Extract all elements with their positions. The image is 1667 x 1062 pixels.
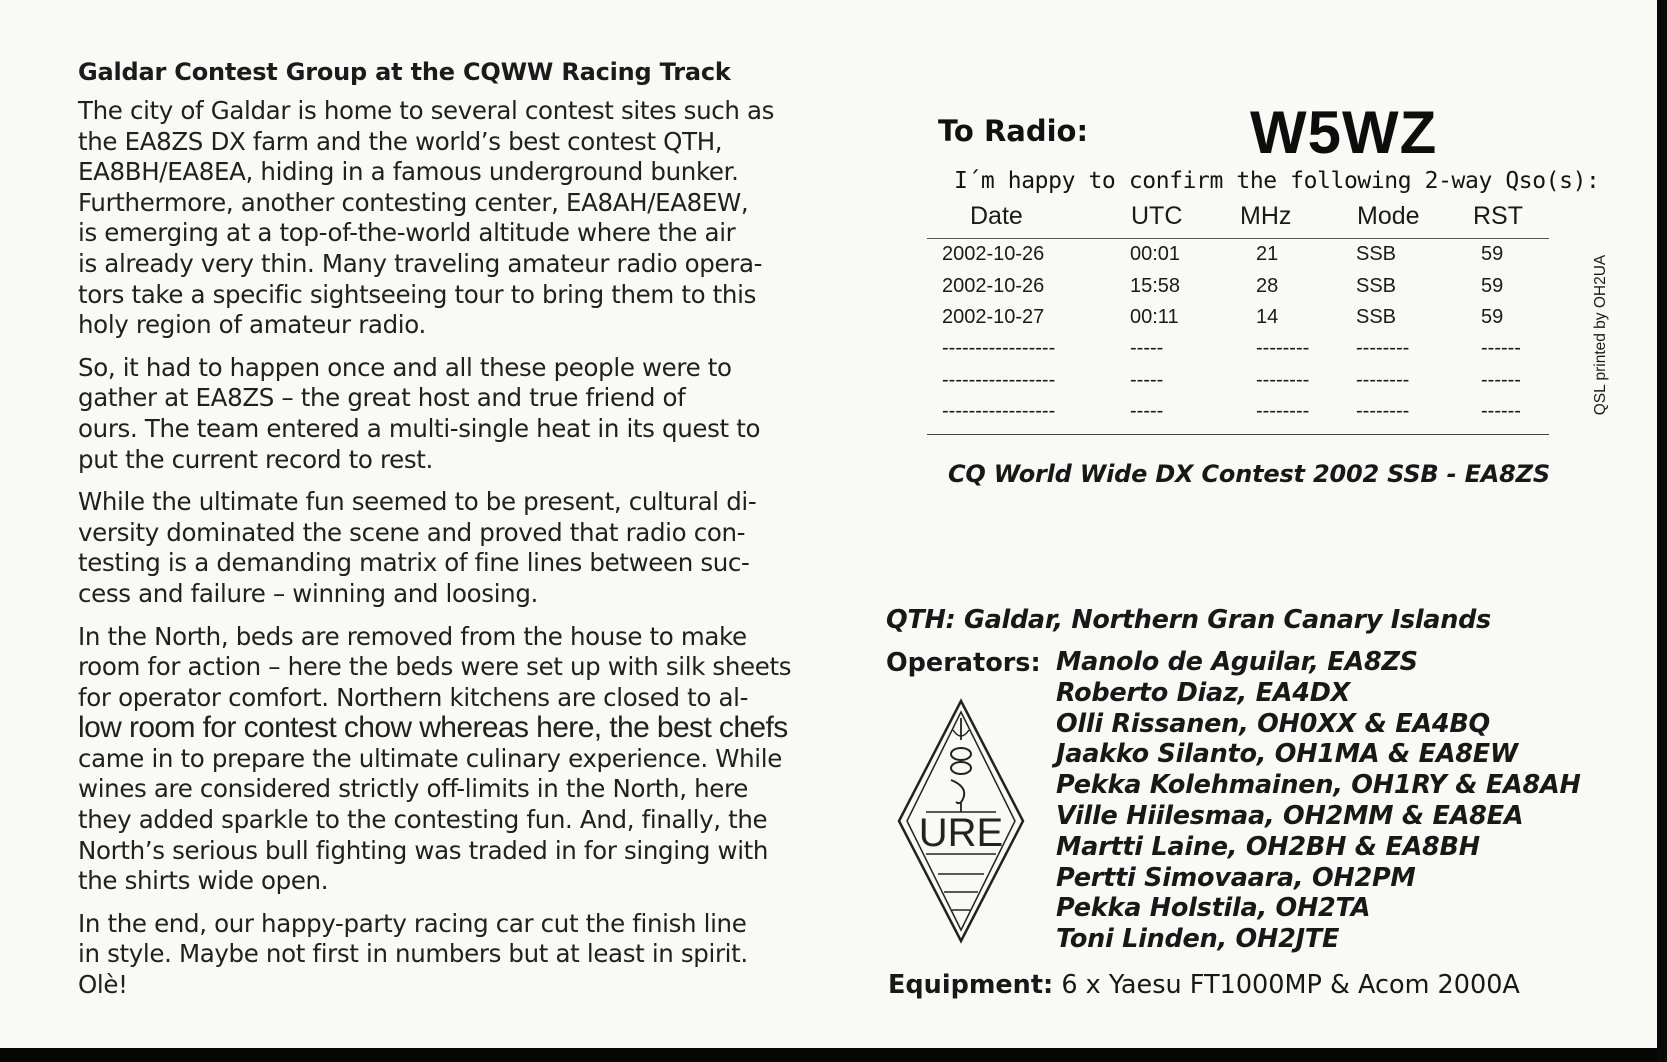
- qso-date: 2002-10-26: [942, 275, 1045, 297]
- qso-utc: 00:11: [1130, 306, 1179, 328]
- qso-mode: SSB: [1356, 306, 1397, 328]
- qso-mode: SSB: [1356, 275, 1397, 297]
- qso-rst: ------: [1481, 337, 1521, 359]
- recipient-callsign: W5WZ: [1250, 99, 1438, 166]
- header-mhz: MHz: [1240, 202, 1292, 230]
- qso-row-empty: [0, 369, 1667, 399]
- qso-mhz: 14: [1256, 306, 1279, 328]
- qso-date: -----------------: [942, 337, 1056, 359]
- story-line: North’s serious bull fighting was traded in for singing with: [78, 835, 769, 865]
- operator-item: Martti Laine, OH2BH & EA8BH: [1056, 831, 1480, 862]
- header-utc: UTC: [1131, 202, 1183, 230]
- qso-rst: ------: [1481, 400, 1521, 422]
- operator-item: Pekka Kolehmainen, OH1RY & EA8AH: [1056, 770, 1581, 801]
- printed-by-note: QSL printed by OH2UA: [1592, 254, 1609, 416]
- qso-rst: 59: [1481, 306, 1504, 328]
- qso-mhz: --------: [1256, 337, 1310, 359]
- qso-mhz: 28: [1256, 275, 1279, 297]
- story-line: room for action – here the beds were set up with silk sheets: [78, 652, 792, 682]
- story-line: is already very thin. Many traveling amateur radio opera-: [78, 248, 763, 278]
- operator-item: Pekka Holstila, OH2TA: [1056, 893, 1371, 924]
- story-line: cess and failure – winning and loosing.: [78, 578, 538, 608]
- operators-label: Operators:: [886, 648, 1041, 678]
- logo-coil-loop: [951, 762, 971, 774]
- qso-date: -----------------: [942, 369, 1056, 391]
- story-line: put the current record to rest.: [78, 444, 433, 474]
- equipment-label: Equipment:: [888, 970, 1054, 1000]
- ure-diamond-logo-icon: [896, 698, 1026, 944]
- story-line: EA8BH/EA8EA, hiding in a famous underground bunker.: [78, 157, 739, 187]
- story-line: versity dominated the scene and proved that radio con-: [78, 517, 746, 547]
- qso-date: -----------------: [942, 400, 1056, 422]
- story-paragraph-3: [78, 487, 854, 609]
- card-edge-bottom: [0, 1048, 1667, 1062]
- card-edge-right: [1657, 0, 1667, 1062]
- story-line: Furthermore, another contesting center, EA8AH/EA8EW,: [78, 187, 749, 217]
- operators-list: [1056, 647, 1581, 955]
- story-line: the shirts wide open.: [78, 866, 329, 896]
- story-line: Olè!: [78, 970, 128, 1000]
- operator-item: Pertti Simovaara, OH2PM: [1056, 862, 1416, 893]
- operator-item: Ville Hiilesmaa, OH2MM & EA8EA: [1056, 800, 1524, 831]
- qth-line: QTH: Galdar, Northern Gran Canary Islands: [886, 605, 1491, 635]
- qso-mode: --------: [1356, 337, 1410, 359]
- table-rule-top: [927, 238, 1549, 239]
- story-line: While the ultimate fun seemed to be present, cultural di-: [78, 487, 757, 517]
- to-radio-label: To Radio:: [938, 114, 1089, 148]
- logo-text: URE: [918, 811, 1004, 855]
- operator-item: Jaakko Silanto, OH1MA & EA8EW: [1056, 739, 1518, 770]
- qso-mode: --------: [1356, 369, 1410, 391]
- story-title: Galdar Contest Group at the CQWW Racing Track: [78, 58, 731, 86]
- logo-coil-tail: [951, 780, 964, 803]
- contest-name: CQ World Wide DX Contest 2002 SSB - EA8ZS: [948, 460, 1550, 488]
- story-line: low room for contest chow whereas here, the best chefs: [78, 711, 788, 745]
- qso-utc: -----: [1130, 337, 1164, 359]
- operator-item: Olli Rissanen, OH0XX & EA4BQ: [1056, 708, 1490, 739]
- qso-row-empty: [0, 337, 1667, 367]
- operator-item: Toni Linden, OH2JTE: [1056, 924, 1340, 955]
- story-line: In the North, beds are removed from the house to make: [78, 621, 747, 651]
- story-line: The city of Galdar is home to several contest sites such as: [78, 96, 775, 125]
- story-line: ours. The team entered a multi-single heat in its quest to: [78, 413, 761, 443]
- story-column: [78, 58, 854, 1013]
- header-date: Date: [970, 202, 1023, 230]
- story-line: they added sparkle to the contesting fun. And, finally, the: [78, 805, 768, 835]
- qso-rst: ------: [1481, 369, 1521, 391]
- qso-row: [0, 243, 1667, 273]
- qso-date: 2002-10-26: [942, 243, 1045, 265]
- story-line: for operator comfort. Northern kitchens are closed to al-: [78, 682, 749, 712]
- story-paragraph-5: [78, 909, 854, 1001]
- qso-utc: -----: [1130, 400, 1164, 422]
- story-line: testing is a demanding matrix of fine lines between suc-: [78, 548, 750, 578]
- qso-date: 2002-10-27: [942, 306, 1045, 328]
- story-line: in style. Maybe not first in numbers but at least in spirit.: [78, 939, 748, 969]
- equipment-value: 6 x Yaesu FT1000MP & Acom 2000A: [1053, 970, 1520, 1000]
- story-line: In the end, our happy-party racing car cut the finish line: [78, 908, 747, 938]
- story-line: wines are considered strictly off-limits in the North, here: [78, 774, 748, 804]
- story-line: the EA8ZS DX farm and the world’s best contest QTH,: [78, 126, 723, 156]
- confirm-text: I´m happy to confirm the following 2-way Qso(s):: [954, 168, 1600, 194]
- qso-utc: -----: [1130, 369, 1164, 391]
- qso-mode: --------: [1356, 400, 1410, 422]
- story-line: is emerging at a top-of-the-world altitude where the air: [78, 218, 736, 248]
- equipment-line: [888, 970, 1520, 1000]
- story-line: So, it had to happen once and all these people were to: [78, 352, 732, 382]
- qso-row: [0, 275, 1667, 305]
- story-line: came in to prepare the ultimate culinary experience. While: [78, 743, 782, 773]
- header-mode: Mode: [1357, 202, 1420, 230]
- qso-rst: 59: [1481, 243, 1504, 265]
- qso-mode: SSB: [1356, 243, 1397, 265]
- qso-utc: 00:01: [1130, 243, 1181, 265]
- qso-utc: 15:58: [1130, 275, 1181, 297]
- logo-coil-loop: [951, 748, 971, 760]
- qso-mhz: --------: [1256, 400, 1310, 422]
- operator-item: Roberto Diaz, EA4DX: [1056, 677, 1351, 708]
- qso-rst: 59: [1481, 275, 1504, 297]
- qso-row-empty: [0, 400, 1667, 430]
- table-rule-bottom: [927, 434, 1549, 435]
- story-line: tors take a specific sightseeing tour to bring them to this: [78, 279, 756, 309]
- operator-item: Manolo de Aguilar, EA8ZS: [1056, 647, 1418, 677]
- story-line: holy region of amateur radio.: [78, 310, 426, 340]
- story-line: gather at EA8ZS – the great host and true friend of: [78, 383, 686, 413]
- story-paragraph-4: [78, 622, 854, 897]
- header-rst: RST: [1473, 202, 1523, 230]
- qso-mhz: --------: [1256, 369, 1310, 391]
- qso-row: [0, 306, 1667, 336]
- qso-mhz: 21: [1256, 243, 1279, 265]
